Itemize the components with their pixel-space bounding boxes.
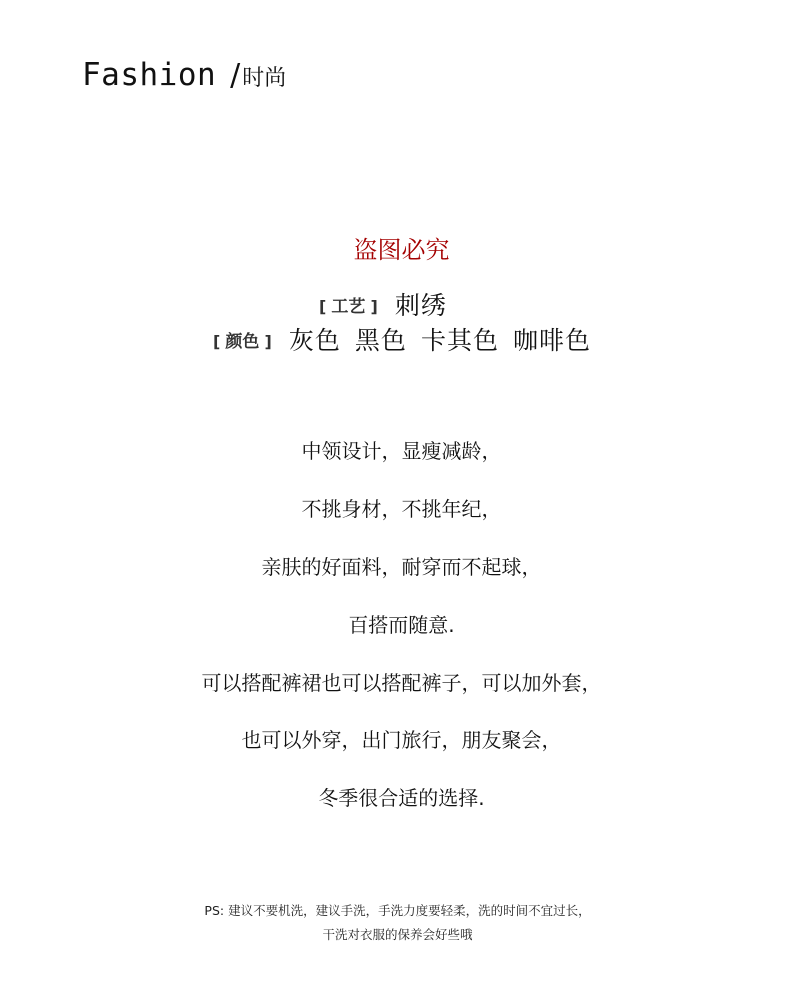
header-slash: / <box>230 58 241 93</box>
craft-bracket-close: ] <box>370 297 378 316</box>
header-title-cn: 时尚 <box>242 66 287 91</box>
color-values <box>289 326 591 355</box>
description-line: 也可以外穿，出门旅行，朋友聚会， <box>241 728 562 752</box>
color-bracket-open: [ <box>213 332 221 351</box>
description-line: 不挑身材，不挑年纪， <box>301 497 502 521</box>
header-title-en: Fashion <box>82 57 217 93</box>
craft-attribute <box>319 293 447 318</box>
color-attribute <box>213 328 591 353</box>
craft-value: 刺绣 <box>394 291 447 320</box>
craft-label: 工艺 <box>331 297 366 317</box>
care-note-line-1: PS: 建议不要机洗，建议手洗，手洗力度要轻柔，洗的时间不宜过长， <box>204 903 591 918</box>
color-option: 卡其色 <box>420 326 499 355</box>
copyright-notice: 盗图必究 <box>353 236 450 264</box>
craft-bracket-open: [ <box>319 297 327 316</box>
color-option: 灰色 <box>288 326 341 355</box>
description-line: 亲肤的好面料，耐穿而不起球， <box>261 555 542 579</box>
description-line: 百搭而随意. <box>348 613 455 637</box>
color-option: 黑色 <box>354 326 407 355</box>
color-bracket-close: ] <box>264 332 272 351</box>
care-note-line-2: 干洗对衣服的保养会好些哦 <box>322 927 473 942</box>
description-line: 冬季很合适的选择. <box>318 786 485 810</box>
color-option: 咖啡色 <box>512 326 591 355</box>
description-line: 可以搭配裤裙也可以搭配裤子，可以加外套， <box>201 671 602 695</box>
section-header <box>82 57 287 93</box>
color-label: 颜色 <box>225 332 260 352</box>
description-line: 中领设计，显瘦减龄， <box>301 439 502 463</box>
